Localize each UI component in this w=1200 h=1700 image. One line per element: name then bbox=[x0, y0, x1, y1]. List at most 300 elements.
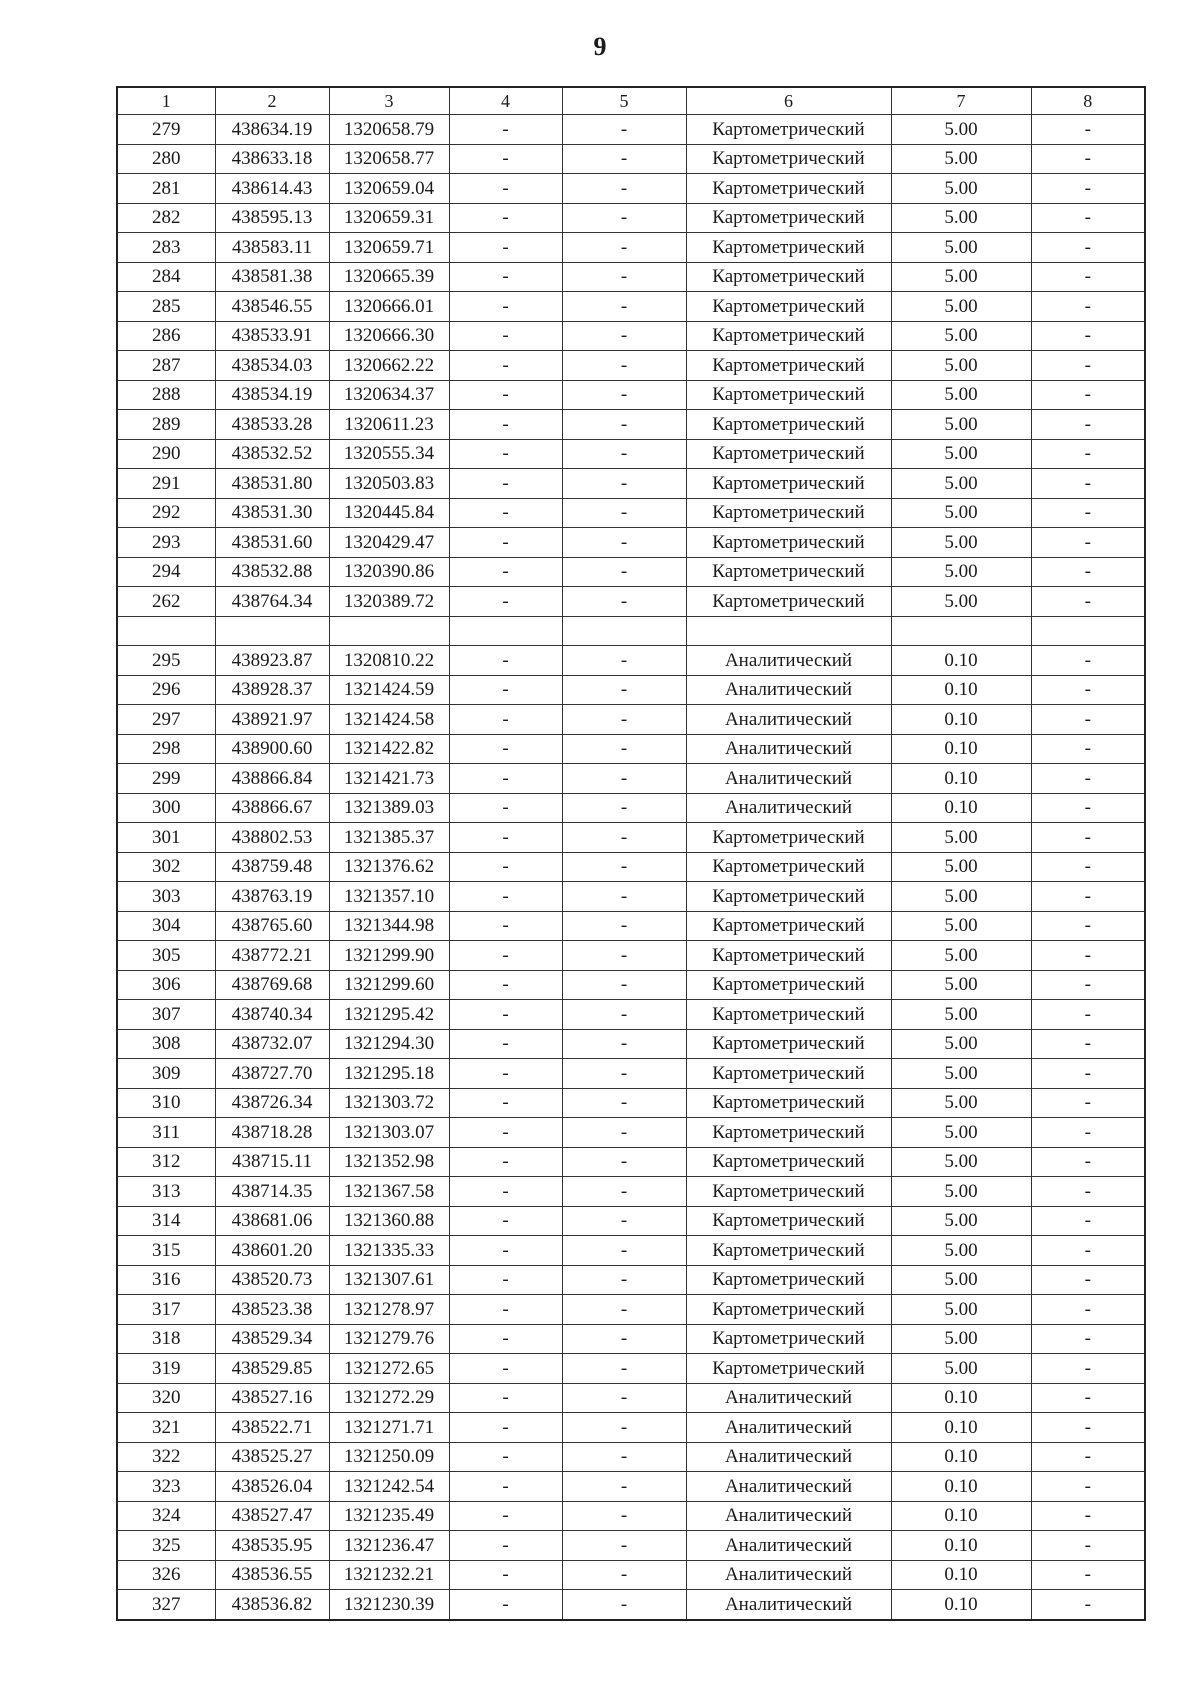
method-cell: Аналитический bbox=[686, 1560, 891, 1590]
column-5-cell: - bbox=[562, 1560, 686, 1590]
x-coordinate-cell: 438531.30 bbox=[215, 498, 329, 528]
accuracy-cell: 5.00 bbox=[891, 1059, 1031, 1089]
column-4-cell: - bbox=[449, 793, 562, 823]
y-coordinate-cell: 1320666.30 bbox=[329, 321, 449, 351]
x-coordinate-cell: 438726.34 bbox=[215, 1088, 329, 1118]
table-row bbox=[117, 882, 1145, 912]
table-row bbox=[117, 1472, 1145, 1502]
accuracy-cell: 0.10 bbox=[891, 734, 1031, 764]
column-8-cell: - bbox=[1031, 292, 1145, 322]
x-coordinate-cell: 438772.21 bbox=[215, 941, 329, 971]
column-5-cell: - bbox=[562, 823, 686, 853]
method-cell: Картометрический bbox=[686, 1029, 891, 1059]
column-8-cell: - bbox=[1031, 1501, 1145, 1531]
column-5-cell: - bbox=[562, 1147, 686, 1177]
x-coordinate-cell: 438715.11 bbox=[215, 1147, 329, 1177]
method-cell: Аналитический bbox=[686, 1413, 891, 1443]
point-number-cell: 313 bbox=[117, 1177, 215, 1207]
column-4-cell: - bbox=[449, 852, 562, 882]
table-row bbox=[117, 1236, 1145, 1266]
point-number-cell: 295 bbox=[117, 646, 215, 676]
accuracy-cell: 5.00 bbox=[891, 528, 1031, 558]
column-5-cell: - bbox=[562, 203, 686, 233]
y-coordinate-cell: 1321303.72 bbox=[329, 1088, 449, 1118]
point-number-cell: 288 bbox=[117, 380, 215, 410]
column-4-cell: - bbox=[449, 1000, 562, 1030]
x-coordinate-cell: 438536.82 bbox=[215, 1590, 329, 1620]
table-row bbox=[117, 911, 1145, 941]
column-5-cell: - bbox=[562, 528, 686, 558]
method-cell: Картометрический bbox=[686, 174, 891, 204]
accuracy-cell: 5.00 bbox=[891, 1147, 1031, 1177]
column-8-cell: - bbox=[1031, 1383, 1145, 1413]
point-number-cell: 297 bbox=[117, 705, 215, 735]
column-8-cell: - bbox=[1031, 852, 1145, 882]
method-cell: Аналитический bbox=[686, 1442, 891, 1472]
column-4-cell bbox=[449, 616, 562, 646]
y-coordinate-cell: 1321376.62 bbox=[329, 852, 449, 882]
method-cell: Аналитический bbox=[686, 793, 891, 823]
accuracy-cell: 5.00 bbox=[891, 1265, 1031, 1295]
x-coordinate-cell: 438520.73 bbox=[215, 1265, 329, 1295]
point-number-cell: 287 bbox=[117, 351, 215, 381]
method-cell: Картометрический bbox=[686, 1295, 891, 1325]
y-coordinate-cell: 1321303.07 bbox=[329, 1118, 449, 1148]
point-number-cell: 309 bbox=[117, 1059, 215, 1089]
column-4-cell: - bbox=[449, 1236, 562, 1266]
column-5-cell: - bbox=[562, 557, 686, 587]
column-8-cell: - bbox=[1031, 1088, 1145, 1118]
method-cell: Картометрический bbox=[686, 587, 891, 617]
y-coordinate-cell: 1321367.58 bbox=[329, 1177, 449, 1207]
x-coordinate-cell: 438718.28 bbox=[215, 1118, 329, 1148]
y-coordinate-cell: 1321385.37 bbox=[329, 823, 449, 853]
column-5-cell: - bbox=[562, 1383, 686, 1413]
point-number-cell: 314 bbox=[117, 1206, 215, 1236]
y-coordinate-cell: 1321272.65 bbox=[329, 1354, 449, 1384]
point-number-cell: 303 bbox=[117, 882, 215, 912]
table-row bbox=[117, 439, 1145, 469]
header-cell: 8 bbox=[1031, 87, 1145, 115]
method-cell: Аналитический bbox=[686, 675, 891, 705]
y-coordinate-cell: 1321295.18 bbox=[329, 1059, 449, 1089]
column-8-cell: - bbox=[1031, 351, 1145, 381]
column-5-cell: - bbox=[562, 144, 686, 174]
accuracy-cell: 5.00 bbox=[891, 351, 1031, 381]
method-cell: Аналитический bbox=[686, 1531, 891, 1561]
column-4-cell: - bbox=[449, 1059, 562, 1089]
x-coordinate-cell: 438740.34 bbox=[215, 1000, 329, 1030]
accuracy-cell: 5.00 bbox=[891, 1206, 1031, 1236]
column-5-cell: - bbox=[562, 174, 686, 204]
column-8-cell: - bbox=[1031, 705, 1145, 735]
method-cell: Аналитический bbox=[686, 1501, 891, 1531]
column-4-cell: - bbox=[449, 469, 562, 499]
point-number-cell: 304 bbox=[117, 911, 215, 941]
table-row bbox=[117, 646, 1145, 676]
table-row bbox=[117, 380, 1145, 410]
point-number-cell bbox=[117, 616, 215, 646]
accuracy-cell: 5.00 bbox=[891, 1324, 1031, 1354]
column-4-cell: - bbox=[449, 233, 562, 263]
table-row bbox=[117, 852, 1145, 882]
y-coordinate-cell: 1320810.22 bbox=[329, 646, 449, 676]
column-5-cell: - bbox=[562, 351, 686, 381]
column-4-cell: - bbox=[449, 528, 562, 558]
column-5-cell: - bbox=[562, 115, 686, 145]
column-4-cell: - bbox=[449, 1118, 562, 1148]
column-4-cell: - bbox=[449, 1383, 562, 1413]
x-coordinate-cell: 438522.71 bbox=[215, 1413, 329, 1443]
method-cell: Картометрический bbox=[686, 1118, 891, 1148]
y-coordinate-cell: 1320662.22 bbox=[329, 351, 449, 381]
y-coordinate-cell: 1321424.58 bbox=[329, 705, 449, 735]
x-coordinate-cell: 438769.68 bbox=[215, 970, 329, 1000]
column-4-cell: - bbox=[449, 203, 562, 233]
coordinates-table bbox=[116, 86, 1146, 1621]
method-cell: Картометрический bbox=[686, 498, 891, 528]
point-number-cell: 280 bbox=[117, 144, 215, 174]
column-5-cell: - bbox=[562, 233, 686, 263]
y-coordinate-cell: 1320665.39 bbox=[329, 262, 449, 292]
method-cell: Картометрический bbox=[686, 203, 891, 233]
column-5-cell: - bbox=[562, 852, 686, 882]
y-coordinate-cell: 1321272.29 bbox=[329, 1383, 449, 1413]
column-8-cell: - bbox=[1031, 1059, 1145, 1089]
y-coordinate-cell: 1320503.83 bbox=[329, 469, 449, 499]
accuracy-cell: 5.00 bbox=[891, 410, 1031, 440]
table-header-row bbox=[117, 87, 1145, 115]
column-5-cell: - bbox=[562, 1501, 686, 1531]
accuracy-cell: 5.00 bbox=[891, 1236, 1031, 1266]
column-4-cell: - bbox=[449, 1324, 562, 1354]
accuracy-cell: 5.00 bbox=[891, 144, 1031, 174]
y-coordinate-cell: 1321250.09 bbox=[329, 1442, 449, 1472]
column-5-cell: - bbox=[562, 292, 686, 322]
point-number-cell: 296 bbox=[117, 675, 215, 705]
column-5-cell: - bbox=[562, 734, 686, 764]
point-number-cell: 306 bbox=[117, 970, 215, 1000]
method-cell: Картометрический bbox=[686, 144, 891, 174]
point-number-cell: 325 bbox=[117, 1531, 215, 1561]
point-number-cell: 310 bbox=[117, 1088, 215, 1118]
table-row bbox=[117, 1000, 1145, 1030]
column-4-cell: - bbox=[449, 557, 562, 587]
accuracy-cell: 5.00 bbox=[891, 823, 1031, 853]
column-8-cell: - bbox=[1031, 823, 1145, 853]
y-coordinate-cell: 1321278.97 bbox=[329, 1295, 449, 1325]
column-8-cell: - bbox=[1031, 1177, 1145, 1207]
column-5-cell: - bbox=[562, 587, 686, 617]
column-5-cell: - bbox=[562, 1236, 686, 1266]
accuracy-cell bbox=[891, 616, 1031, 646]
column-8-cell: - bbox=[1031, 1265, 1145, 1295]
accuracy-cell: 5.00 bbox=[891, 1295, 1031, 1325]
y-coordinate-cell: 1321307.61 bbox=[329, 1265, 449, 1295]
method-cell: Картометрический bbox=[686, 557, 891, 587]
column-4-cell: - bbox=[449, 1206, 562, 1236]
column-8-cell: - bbox=[1031, 764, 1145, 794]
column-8-cell: - bbox=[1031, 1295, 1145, 1325]
table-row bbox=[117, 321, 1145, 351]
x-coordinate-cell: 438921.97 bbox=[215, 705, 329, 735]
column-8-cell: - bbox=[1031, 321, 1145, 351]
column-4-cell: - bbox=[449, 1590, 562, 1620]
column-4-cell: - bbox=[449, 1354, 562, 1384]
point-number-cell: 292 bbox=[117, 498, 215, 528]
column-5-cell: - bbox=[562, 1531, 686, 1561]
point-number-cell: 281 bbox=[117, 174, 215, 204]
column-5-cell: - bbox=[562, 498, 686, 528]
column-8-cell: - bbox=[1031, 203, 1145, 233]
method-cell: Картометрический bbox=[686, 380, 891, 410]
x-coordinate-cell: 438526.04 bbox=[215, 1472, 329, 1502]
x-coordinate-cell: 438533.91 bbox=[215, 321, 329, 351]
accuracy-cell: 5.00 bbox=[891, 1000, 1031, 1030]
column-5-cell: - bbox=[562, 1472, 686, 1502]
point-number-cell: 320 bbox=[117, 1383, 215, 1413]
accuracy-cell: 5.00 bbox=[891, 1177, 1031, 1207]
y-coordinate-cell: 1320666.01 bbox=[329, 292, 449, 322]
point-number-cell: 290 bbox=[117, 439, 215, 469]
y-coordinate-cell: 1320429.47 bbox=[329, 528, 449, 558]
column-4-cell: - bbox=[449, 115, 562, 145]
x-coordinate-cell: 438866.84 bbox=[215, 764, 329, 794]
header-cell: 5 bbox=[562, 87, 686, 115]
x-coordinate-cell: 438714.35 bbox=[215, 1177, 329, 1207]
column-8-cell: - bbox=[1031, 1236, 1145, 1266]
table-row bbox=[117, 203, 1145, 233]
separator-row bbox=[117, 616, 1145, 646]
column-8-cell: - bbox=[1031, 587, 1145, 617]
accuracy-cell: 5.00 bbox=[891, 911, 1031, 941]
page-number: 9 bbox=[593, 32, 607, 61]
method-cell: Аналитический bbox=[686, 734, 891, 764]
accuracy-cell: 5.00 bbox=[891, 1088, 1031, 1118]
point-number-cell: 316 bbox=[117, 1265, 215, 1295]
x-coordinate-cell: 438534.19 bbox=[215, 380, 329, 410]
x-coordinate-cell: 438525.27 bbox=[215, 1442, 329, 1472]
accuracy-cell: 5.00 bbox=[891, 292, 1031, 322]
accuracy-cell: 5.00 bbox=[891, 262, 1031, 292]
header-cell: 2 bbox=[215, 87, 329, 115]
column-5-cell: - bbox=[562, 764, 686, 794]
column-4-cell: - bbox=[449, 1531, 562, 1561]
column-8-cell: - bbox=[1031, 262, 1145, 292]
column-4-cell: - bbox=[449, 941, 562, 971]
table-row bbox=[117, 675, 1145, 705]
method-cell: Картометрический bbox=[686, 911, 891, 941]
table-row bbox=[117, 793, 1145, 823]
y-coordinate-cell: 1320445.84 bbox=[329, 498, 449, 528]
column-8-cell: - bbox=[1031, 557, 1145, 587]
accuracy-cell: 0.10 bbox=[891, 1531, 1031, 1561]
method-cell: Аналитический bbox=[686, 705, 891, 735]
method-cell: Картометрический bbox=[686, 1236, 891, 1266]
point-number-cell: 282 bbox=[117, 203, 215, 233]
column-8-cell bbox=[1031, 616, 1145, 646]
point-number-cell: 323 bbox=[117, 1472, 215, 1502]
header-cell: 3 bbox=[329, 87, 449, 115]
table-row bbox=[117, 1531, 1145, 1561]
column-5-cell: - bbox=[562, 1059, 686, 1089]
point-number-cell: 322 bbox=[117, 1442, 215, 1472]
table-row bbox=[117, 1442, 1145, 1472]
method-cell: Картометрический bbox=[686, 1088, 891, 1118]
column-8-cell: - bbox=[1031, 1442, 1145, 1472]
column-5-cell: - bbox=[562, 1265, 686, 1295]
x-coordinate-cell: 438581.38 bbox=[215, 262, 329, 292]
column-5-cell: - bbox=[562, 970, 686, 1000]
column-8-cell: - bbox=[1031, 970, 1145, 1000]
accuracy-cell: 5.00 bbox=[891, 380, 1031, 410]
method-cell: Картометрический bbox=[686, 351, 891, 381]
y-coordinate-cell: 1321299.90 bbox=[329, 941, 449, 971]
column-5-cell: - bbox=[562, 1295, 686, 1325]
x-coordinate-cell: 438536.55 bbox=[215, 1560, 329, 1590]
y-coordinate-cell: 1320634.37 bbox=[329, 380, 449, 410]
point-number-cell: 327 bbox=[117, 1590, 215, 1620]
column-8-cell: - bbox=[1031, 1000, 1145, 1030]
y-coordinate-cell: 1321230.39 bbox=[329, 1590, 449, 1620]
point-number-cell: 301 bbox=[117, 823, 215, 853]
x-coordinate-cell: 438727.70 bbox=[215, 1059, 329, 1089]
method-cell: Картометрический bbox=[686, 1059, 891, 1089]
column-5-cell: - bbox=[562, 262, 686, 292]
column-8-cell: - bbox=[1031, 793, 1145, 823]
y-coordinate-cell: 1321235.49 bbox=[329, 1501, 449, 1531]
table-row bbox=[117, 233, 1145, 263]
column-8-cell: - bbox=[1031, 144, 1145, 174]
x-coordinate-cell: 438763.19 bbox=[215, 882, 329, 912]
table-row bbox=[117, 1118, 1145, 1148]
column-4-cell: - bbox=[449, 498, 562, 528]
y-coordinate-cell: 1320659.04 bbox=[329, 174, 449, 204]
column-8-cell: - bbox=[1031, 911, 1145, 941]
accuracy-cell: 0.10 bbox=[891, 1383, 1031, 1413]
method-cell: Аналитический bbox=[686, 1472, 891, 1502]
table-row bbox=[117, 292, 1145, 322]
column-5-cell: - bbox=[562, 1088, 686, 1118]
method-cell: Картометрический bbox=[686, 1000, 891, 1030]
accuracy-cell: 5.00 bbox=[891, 970, 1031, 1000]
accuracy-cell: 0.10 bbox=[891, 793, 1031, 823]
column-4-cell: - bbox=[449, 970, 562, 1000]
point-number-cell: 311 bbox=[117, 1118, 215, 1148]
y-coordinate-cell: 1321295.42 bbox=[329, 1000, 449, 1030]
accuracy-cell: 0.10 bbox=[891, 1501, 1031, 1531]
x-coordinate-cell: 438634.19 bbox=[215, 115, 329, 145]
accuracy-cell: 5.00 bbox=[891, 498, 1031, 528]
x-coordinate-cell: 438533.28 bbox=[215, 410, 329, 440]
table-row bbox=[117, 587, 1145, 617]
column-4-cell: - bbox=[449, 1442, 562, 1472]
column-5-cell: - bbox=[562, 646, 686, 676]
method-cell: Картометрический bbox=[686, 410, 891, 440]
column-4-cell: - bbox=[449, 410, 562, 440]
table-row bbox=[117, 1147, 1145, 1177]
accuracy-cell: 0.10 bbox=[891, 646, 1031, 676]
column-5-cell: - bbox=[562, 1029, 686, 1059]
column-4-cell: - bbox=[449, 262, 562, 292]
method-cell: Картометрический bbox=[686, 1265, 891, 1295]
column-5-cell: - bbox=[562, 1413, 686, 1443]
method-cell: Картометрический bbox=[686, 1324, 891, 1354]
column-4-cell: - bbox=[449, 1295, 562, 1325]
column-5-cell: - bbox=[562, 882, 686, 912]
method-cell: Картометрический bbox=[686, 292, 891, 322]
point-number-cell: 262 bbox=[117, 587, 215, 617]
column-8-cell: - bbox=[1031, 882, 1145, 912]
method-cell: Картометрический bbox=[686, 528, 891, 558]
column-4-cell: - bbox=[449, 1088, 562, 1118]
column-5-cell: - bbox=[562, 675, 686, 705]
column-5-cell: - bbox=[562, 1324, 686, 1354]
method-cell: Картометрический bbox=[686, 262, 891, 292]
table-row bbox=[117, 1088, 1145, 1118]
column-8-cell: - bbox=[1031, 734, 1145, 764]
method-cell bbox=[686, 616, 891, 646]
column-8-cell: - bbox=[1031, 1590, 1145, 1620]
table-row bbox=[117, 941, 1145, 971]
column-5-cell: - bbox=[562, 1206, 686, 1236]
point-number-cell: 321 bbox=[117, 1413, 215, 1443]
accuracy-cell: 5.00 bbox=[891, 1029, 1031, 1059]
accuracy-cell: 5.00 bbox=[891, 469, 1031, 499]
point-number-cell: 289 bbox=[117, 410, 215, 440]
column-4-cell: - bbox=[449, 1560, 562, 1590]
y-coordinate-cell: 1320390.86 bbox=[329, 557, 449, 587]
table-row bbox=[117, 498, 1145, 528]
accuracy-cell: 5.00 bbox=[891, 203, 1031, 233]
column-8-cell: - bbox=[1031, 1560, 1145, 1590]
y-coordinate-cell: 1321421.73 bbox=[329, 764, 449, 794]
y-coordinate-cell: 1320611.23 bbox=[329, 410, 449, 440]
point-number-cell: 300 bbox=[117, 793, 215, 823]
y-coordinate-cell: 1321294.30 bbox=[329, 1029, 449, 1059]
method-cell: Картометрический bbox=[686, 233, 891, 263]
column-4-cell: - bbox=[449, 1177, 562, 1207]
column-4-cell: - bbox=[449, 1472, 562, 1502]
accuracy-cell: 5.00 bbox=[891, 1354, 1031, 1384]
method-cell: Картометрический bbox=[686, 115, 891, 145]
table-row bbox=[117, 1383, 1145, 1413]
column-5-cell: - bbox=[562, 1177, 686, 1207]
y-coordinate-cell: 1321299.60 bbox=[329, 970, 449, 1000]
table-row bbox=[117, 1177, 1145, 1207]
y-coordinate-cell: 1321360.88 bbox=[329, 1206, 449, 1236]
x-coordinate-cell: 438531.80 bbox=[215, 469, 329, 499]
x-coordinate-cell: 438527.16 bbox=[215, 1383, 329, 1413]
table-row bbox=[117, 469, 1145, 499]
method-cell: Картометрический bbox=[686, 469, 891, 499]
point-number-cell: 302 bbox=[117, 852, 215, 882]
header-cell: 7 bbox=[891, 87, 1031, 115]
table-row bbox=[117, 174, 1145, 204]
y-coordinate-cell: 1321232.21 bbox=[329, 1560, 449, 1590]
column-4-cell: - bbox=[449, 587, 562, 617]
column-4-cell: - bbox=[449, 675, 562, 705]
table-row bbox=[117, 1590, 1145, 1620]
accuracy-cell: 0.10 bbox=[891, 764, 1031, 794]
x-coordinate-cell: 438523.38 bbox=[215, 1295, 329, 1325]
table-row bbox=[117, 262, 1145, 292]
table-row bbox=[117, 1059, 1145, 1089]
column-5-cell: - bbox=[562, 1118, 686, 1148]
column-8-cell: - bbox=[1031, 1147, 1145, 1177]
column-4-cell: - bbox=[449, 764, 562, 794]
table-row bbox=[117, 705, 1145, 735]
